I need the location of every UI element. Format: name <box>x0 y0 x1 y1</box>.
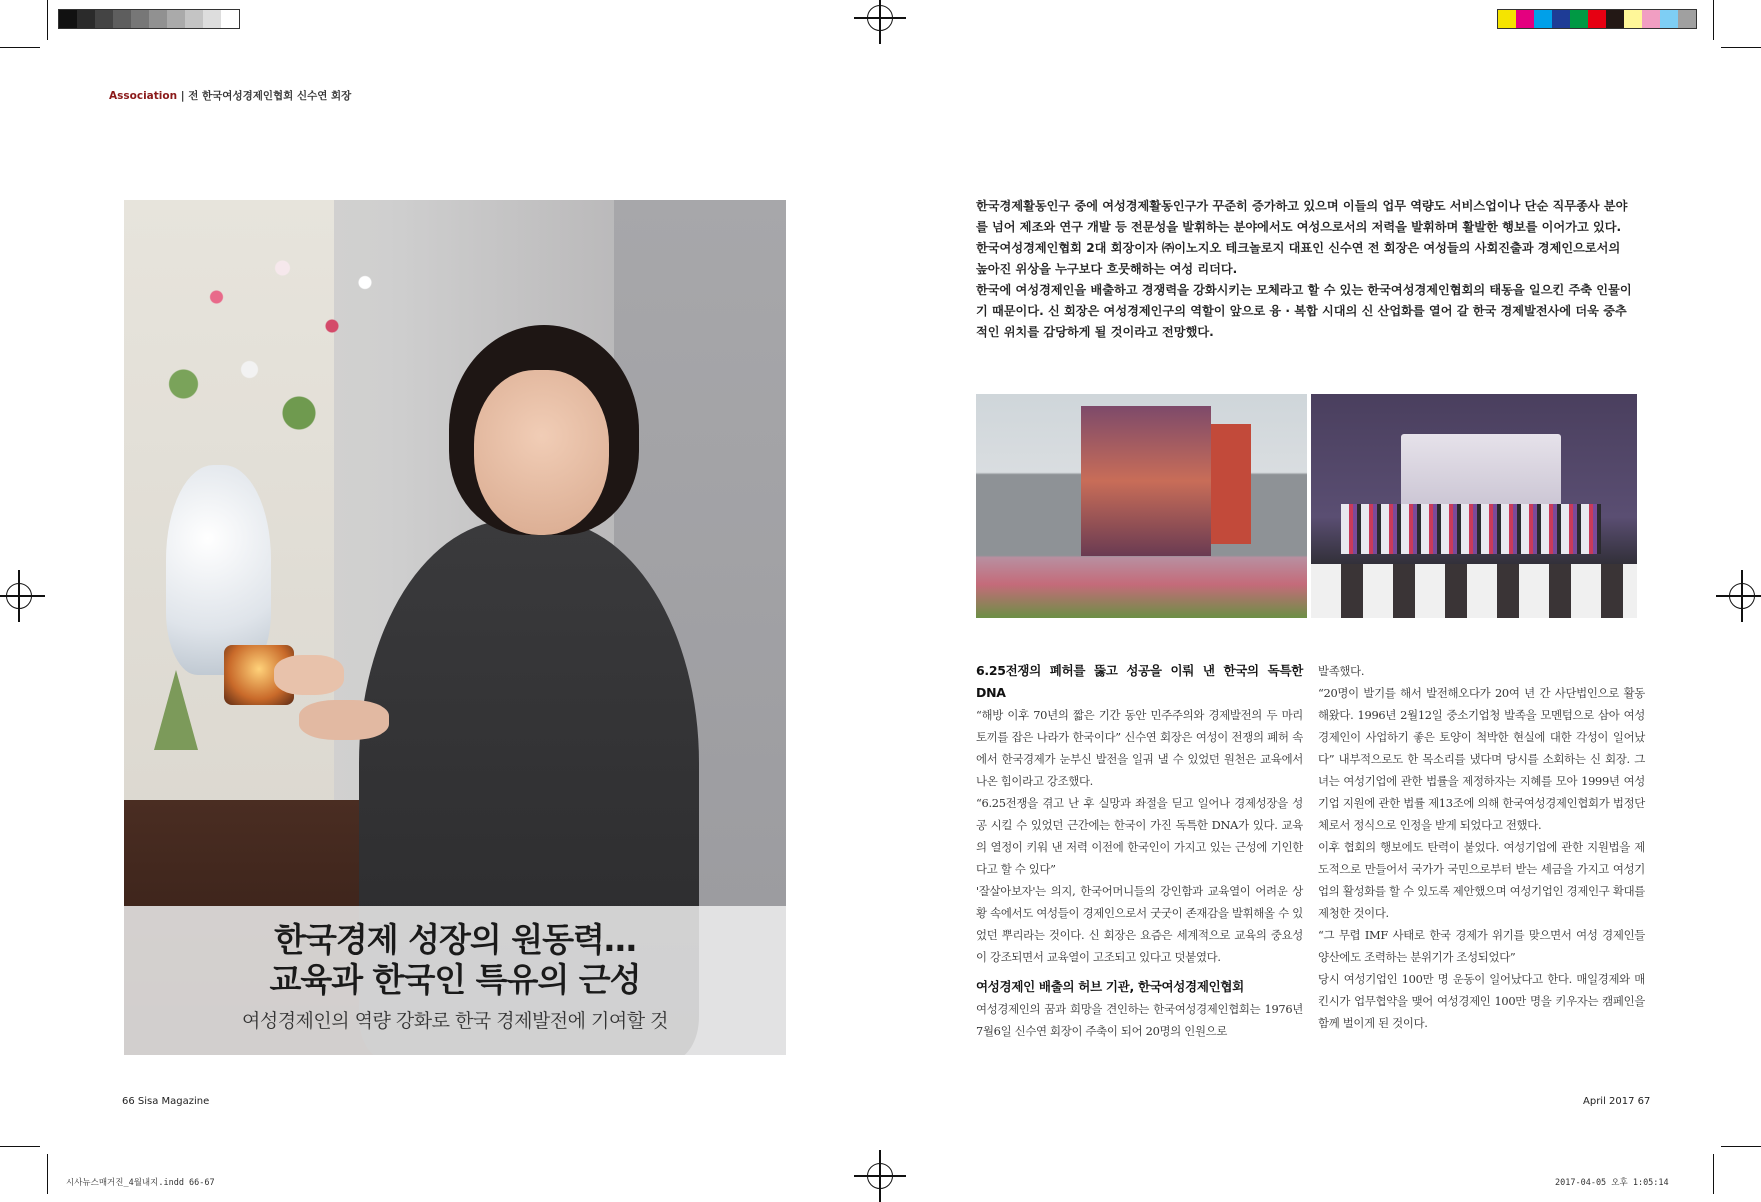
intro-paragraph: 한국경제활동인구 중에 여성경제활동인구가 꾸준히 증가하고 있으며 이들의 업무 역량도 서비스업이나 단순 직무종사 분야를 넘어 제조와 연구 개발 등 전문성을 발휘하는 분야에서도 여성으로서의 저력을 발휘하며 활발한 행보를 이어가고 있다. <box>976 199 1628 234</box>
color-swatch <box>185 10 203 28</box>
color-swatch <box>1552 10 1570 28</box>
ceremony-stage-photo <box>1311 394 1637 618</box>
portrait-photo <box>124 200 786 1055</box>
color-swatch <box>1534 10 1552 28</box>
color-swatch <box>221 10 239 28</box>
crop-mark <box>0 47 40 48</box>
subheading: 6.25전쟁의 폐허를 뚫고 성공을 이뤄 낸 한국의 독특한 DNA <box>976 663 1303 700</box>
hanging-banner <box>1211 424 1251 544</box>
color-swatch <box>95 10 113 28</box>
body-paragraph: “그 무렵 IMF 사태로 한국 경제가 위기를 맞으면서 여성 경제인들 양산에도 조력하는 분위기가 조성되었다” <box>1318 928 1645 964</box>
person-face <box>474 370 609 535</box>
color-swatch <box>1660 10 1678 28</box>
body-paragraph: 여성경제인의 꿈과 희망을 견인하는 한국여성경제인협회는 1976년 7월6일 신수연 회장이 주축이 되어 20명의 인원으로 <box>976 1002 1303 1038</box>
crop-mark <box>1721 1146 1761 1147</box>
intro-lede <box>976 196 1636 343</box>
body-paragraph: 이후 협회의 행보에도 탄력이 붙었다. 여성기업에 관한 지원법을 제도적으로 만들어서 국가가 국민으로부터 받는 세금을 가지고 여성기업의 활성화를 할 수 있도록 제안했으며 여성기업인 경제인구 확대를 제청한 것이다. <box>1318 840 1645 920</box>
event-group-photo <box>976 394 1307 618</box>
registration-mark <box>867 1163 893 1189</box>
color-swatch <box>1516 10 1534 28</box>
body-paragraph: “6.25전쟁을 겪고 난 후 실망과 좌절을 딛고 일어나 경제성장을 성공 시킬 수 있었던 근간에는 한국이 가진 독특한 DNA가 있다. 교육의 열정이 키워 낸 저력 이전에 한국인이 가지고 있는 근성에 기인한다고 할 수 있다” <box>976 796 1303 876</box>
color-swatch <box>1588 10 1606 28</box>
body-paragraph: “20명이 발기를 해서 발전해오다가 20여 년 간 사단법인으로 활동해왔다. 1996년 2월12일 중소기업청 발족을 모멘텀으로 삼아 여성경제인이 사업하기 좋은 토양이 척박한 현실에 대한 각성이 일어났다” 내부적으로도 한 목소리를 냈다며 당시를 소회하는 신 회장. 그녀는 여성기업에 관한 법률을 제정하자는 지혜를 모아 1999년 여성기업 지원에 관한 법률 제13조에 의해 한국여성경제인협회가 법정단체로서 정식으로 인정을 받게 되었다고 전했다. <box>1318 686 1645 832</box>
running-header <box>109 88 351 103</box>
stage-people <box>1341 504 1601 554</box>
hero-caption <box>124 906 786 1055</box>
hanging-banner <box>1081 406 1211 556</box>
registration-mark <box>6 583 32 609</box>
color-swatch <box>1624 10 1642 28</box>
decor-tree <box>154 670 198 750</box>
headline-line-2: 교육과 한국인 특유의 근성 <box>269 960 641 999</box>
subheadline: 여성경제인의 역량 강화로 한국 경제발전에 기여할 것 <box>241 1010 669 1032</box>
body-paragraph: “해방 이후 70년의 짧은 기간 동안 민주주의와 경제발전의 두 마리 토끼를 잡은 나라가 한국이다” 신수연 회장은 여성이 전쟁의 폐허 속에서 한국경제가 눈부신 발전을 일궈 낼 수 있었던 원천은 교육에서 나온 힘이라고 강조했다. <box>976 708 1303 788</box>
color-swatch <box>1606 10 1624 28</box>
porcelain-vase <box>166 465 271 675</box>
headline-line-1: 한국경제 성장의 원동력… <box>274 920 636 959</box>
body-paragraph: '잘살아보자'는 의지, 한국어머니들의 강인함과 교육열이 어려운 상황 속에서도 여성들이 경제인으로서 굿굿이 존재감을 발휘해올 수 있었던 뿌리라는 것이다. 신 회장은 요즘은 세계적으로 교육의 중요성이 강조되면서 교육열이 고조되고 있다고 덧붙였다. <box>976 884 1303 964</box>
cmyk-color-bar <box>1497 9 1697 29</box>
header-separator: | <box>177 90 189 102</box>
color-swatch <box>131 10 149 28</box>
person-hand <box>299 700 389 740</box>
flower-arrangement <box>134 210 464 500</box>
color-swatch <box>1642 10 1660 28</box>
header-title: 전 한국여성경제인협회 신수연 회장 <box>188 90 352 102</box>
timestamp-slug: 2017-04-05 오후 1:05:14 <box>1555 1178 1669 1188</box>
color-swatch <box>1570 10 1588 28</box>
banquet-tables <box>1311 564 1637 618</box>
grayscale-color-bar <box>58 9 240 29</box>
color-swatch <box>1678 10 1696 28</box>
crop-mark <box>47 1154 48 1194</box>
right-page-folio: April 2017 67 <box>1583 1096 1651 1107</box>
crop-mark <box>0 1146 40 1147</box>
crop-mark <box>47 0 48 40</box>
stage-screen <box>1401 434 1561 514</box>
section-label: Association <box>109 90 178 102</box>
crop-mark <box>1713 0 1714 40</box>
person-hand <box>274 655 344 695</box>
intro-paragraph: 한국에 여성경제인을 배출하고 경쟁력을 강화시키는 모체라고 할 수 있는 한국여성경제인협회의 태동을 일으킨 주축 인물이기 때문이다. 신 회장은 여성경제인구의 역할이 앞으로 융 · 복합 시대의 신 산업화를 열어 갈 한국 경제발전사에 더욱 중추적인 위치를 감당하게 될 것이라고 전망했다. <box>976 283 1632 339</box>
color-swatch <box>59 10 77 28</box>
article-column-2 <box>1318 660 1645 1034</box>
intro-paragraph: 한국여성경제인협회 2대 회장이자 ㈜이노지오 테크놀로지 대표인 신수연 전 회장은 여성들의 사회진출과 경제인으로서의 높아진 위상을 누구보다 흐뭇해하는 여성 리더다. <box>976 241 1621 276</box>
crop-mark <box>1721 47 1761 48</box>
crop-mark <box>1713 1154 1714 1194</box>
registration-mark <box>1729 583 1755 609</box>
color-swatch <box>203 10 221 28</box>
left-page-folio: 66 Sisa Magazine <box>122 1096 210 1107</box>
registration-mark <box>867 5 893 31</box>
color-swatch <box>77 10 95 28</box>
body-paragraph: 당시 여성기업인 100만 명 운동이 일어났다고 한다. 매일경제와 매킨시가 업무협약을 맺어 여성경제인 100만 명을 키우자는 캠페인을 함께 벌이게 된 것이다. <box>1318 972 1645 1030</box>
subheading: 여성경제인 배출의 허브 기관, 한국여성경제인협회 <box>976 979 1244 994</box>
article-column-1 <box>976 660 1303 1042</box>
body-paragraph: 발족했다. <box>1318 664 1365 678</box>
color-swatch <box>149 10 167 28</box>
color-swatch <box>113 10 131 28</box>
color-swatch <box>1498 10 1516 28</box>
color-swatch <box>167 10 185 28</box>
file-slug: 시사뉴스매거진_4월내지.indd 66-67 <box>66 1178 215 1188</box>
